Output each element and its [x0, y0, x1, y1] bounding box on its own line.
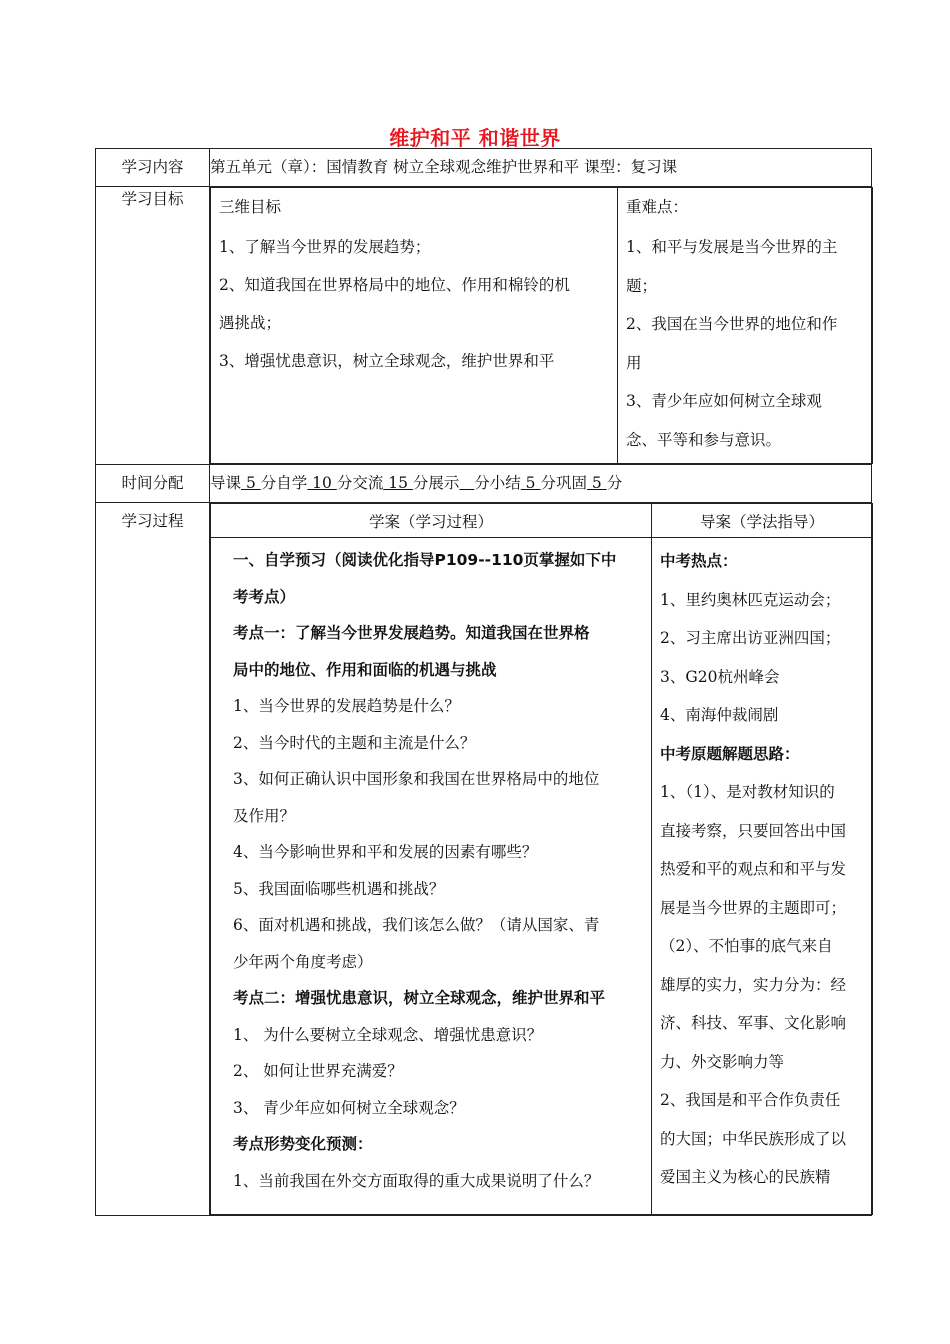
left-line: 1、当前我国在外交方面取得的重大成果说明了什么？	[233, 1171, 600, 1190]
goals-heading: 三维目标	[219, 198, 282, 216]
time-row	[96, 465, 872, 503]
left-line: 及作用？	[233, 806, 296, 825]
time-value: 15	[383, 474, 413, 492]
three-dim-goals	[211, 188, 618, 464]
left-line: 一、自学预习（阅读优化指导P109--110页掌握如下中	[233, 551, 617, 569]
time-value: 5	[586, 474, 607, 492]
right-line: 直接考察，只要回答出中国	[660, 821, 847, 840]
left-line: 3、如何正确认识中国形象和我国在世界格局中的地位	[233, 770, 600, 788]
left-line: 3、 青少年应如何树立全球观念？	[233, 1098, 465, 1117]
left-line: 5、我国面临哪些机遇和挑战？	[233, 879, 445, 898]
left-line: 考点形势变化预测：	[233, 1135, 373, 1153]
key-points-list	[626, 228, 864, 459]
left-line: 考点二：增强忧患意识，树立全球观念，维护世界和平	[233, 989, 606, 1007]
study-plan-content	[211, 538, 652, 1215]
key-point-line: 念、平等和参与意识。	[626, 430, 782, 449]
goal-line: 3、增强忧患意识，树立全球观念，维护世界和平	[219, 352, 555, 370]
time-value	[459, 474, 474, 492]
left-line: 4、当今影响世界和平和发展的因素有哪些？	[233, 843, 538, 861]
process-label: 学习过程	[96, 503, 210, 1216]
lesson-plan-table	[95, 148, 872, 1216]
goal-line: 1、了解当今世界的发展趋势；	[219, 238, 431, 256]
left-line: 考点一：了解当今世界发展趋势。知道我国在世界格	[233, 624, 590, 642]
goal-line: 遇挑战；	[219, 314, 282, 332]
goals-row	[96, 187, 872, 465]
right-line: 展是当今世界的主题即可；	[660, 898, 847, 917]
time-value: 5	[520, 474, 541, 492]
left-line: 6、面对机遇和挑战，我们该怎么做？（请从国家、青	[233, 916, 600, 934]
key-point-line: 1、和平与发展是当今世界的主	[626, 238, 838, 256]
time-allocation	[210, 465, 872, 503]
time-label-text: 分展示	[412, 474, 460, 492]
right-line: 2、我国是和平合作负责任	[660, 1091, 841, 1109]
time-label: 时间分配	[96, 465, 210, 503]
time-label-text: 导课	[210, 474, 242, 492]
left-line: 2、 如何让世界充满爱？	[233, 1062, 403, 1080]
time-label-text: 分交流	[336, 474, 384, 492]
process-row	[96, 503, 872, 1216]
content-label: 学习内容	[96, 149, 210, 187]
right-line: （2）、不怕事的底气来自	[660, 937, 833, 955]
left-line: 1、 为什么要树立全球观念、增强忧患意识？	[233, 1025, 543, 1044]
right-line: 的大国；中华民族形成了以	[660, 1129, 847, 1148]
key-points-heading: 重难点：	[626, 198, 689, 216]
key-point-line: 2、我国在当今世界的地位和作	[626, 315, 838, 333]
goals-list	[219, 228, 609, 380]
time-value: 5	[241, 474, 261, 492]
key-point-line: 题；	[626, 276, 658, 295]
key-points	[618, 188, 873, 464]
left-line: 2、当今时代的主题和主流是什么？	[233, 733, 476, 752]
right-line: 1、（1）、是对教材知识的	[660, 783, 835, 801]
goal-line: 2、知道我国在世界格局中的地位、作用和棉铃的机	[219, 276, 570, 294]
right-line: 2、习主席出访亚洲四国；	[660, 629, 841, 647]
key-point-line: 3、青少年应如何树立全球观	[626, 392, 822, 410]
time-value: 10	[307, 474, 337, 492]
page-title: 维护和平 和谐世界	[389, 126, 561, 150]
left-line: 考考点）	[233, 587, 296, 606]
time-label-text: 分小结	[474, 474, 521, 492]
time-label-text: 分自学	[260, 474, 308, 492]
content-value: 第五单元（章）：国情教育 树立全球观念维护世界和平 课型：复习课	[210, 149, 872, 187]
study-plan-header: 学案（学习过程）	[211, 504, 652, 538]
left-line: 局中的地位、作用和面临的机遇与挑战	[233, 660, 497, 679]
right-line: 济、科技、军事、文化影响	[660, 1014, 847, 1032]
right-line: 热爱和平的观点和和平与发	[660, 860, 847, 878]
right-line: 3、G20杭州峰会	[660, 667, 780, 686]
guide-plan-content	[652, 538, 873, 1215]
right-line: 4、南海仲裁闹剧	[660, 706, 779, 724]
left-line: 1、当今世界的发展趋势是什么？	[233, 697, 460, 715]
goals-label: 学习目标	[96, 187, 210, 465]
right-line: 爱国主义为核心的民族精	[660, 1168, 831, 1186]
right-line: 中考原题解题思路：	[660, 744, 800, 763]
right-line: 1、里约奥林匹克运动会；	[660, 590, 841, 609]
right-line: 力、外交影响力等	[660, 1052, 785, 1071]
guide-plan-header: 导案（学法指导）	[652, 504, 873, 538]
right-line: 雄厚的实力，实力分为：经	[660, 975, 847, 994]
time-label-text: 分巩固	[540, 474, 587, 492]
content-row	[96, 149, 872, 187]
left-line: 少年两个角度考虑）	[233, 952, 373, 971]
right-line: 中考热点：	[660, 552, 738, 570]
key-point-line: 用	[626, 353, 642, 372]
time-label-text: 分	[606, 474, 623, 492]
